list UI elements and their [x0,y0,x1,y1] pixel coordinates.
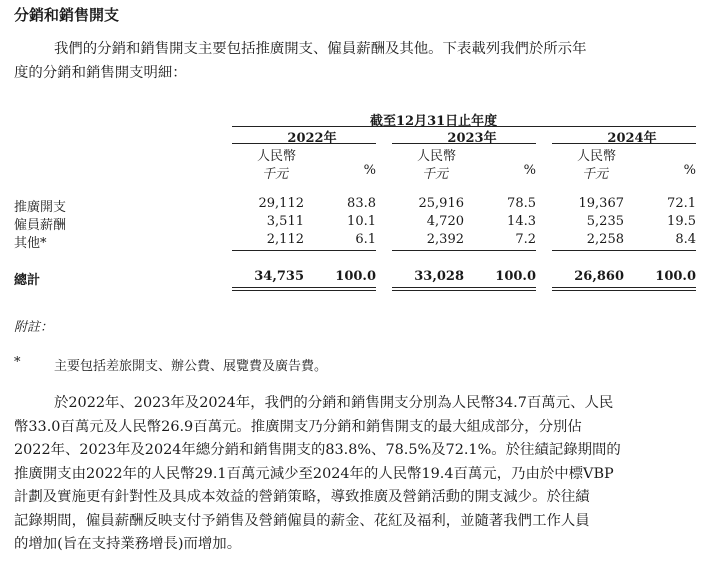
total-label: 總計 [14,273,41,288]
table-cell: 2,392 [426,232,464,247]
table-cell: 72.1 [667,196,696,211]
table-cell: 19.5 [667,214,696,229]
closing-line-4: 推廣開支由2022年的人民幣29.1百萬元減少至2024年的人民幣19.4百萬元，乃由於中標VBP [14,465,614,482]
unit-sublabel-2023: 千元 [422,167,449,182]
table-cell: 7.2 [515,232,536,247]
table-cell: 8.4 [675,232,696,247]
total-cell: 26,860 [574,269,624,284]
total-rule-2024-b [552,290,696,291]
closing-line-7: 的增加(旨在支持業務增長)而增加。 [14,536,242,552]
note-text: 主要包括差旅開支、辦公費、展覽費及廣告費。 [54,359,328,374]
subtotal-rule-2023 [392,250,536,251]
percent-label-2024: % [683,163,696,178]
year-header-2024: 2024年 [607,131,657,146]
total-cell: 100.0 [655,269,696,284]
total-cell: 34,735 [254,269,304,284]
year-rule-2024 [552,143,696,144]
table-cell: 3,511 [266,214,304,229]
table-cell: 19,367 [578,196,624,211]
closing-line-3: 2022年、2023年及2024年總分銷和銷售開支的83.8%、78.5%及72.1%。於往績記錄期間的 [14,442,621,458]
year-header-2023: 2023年 [447,131,497,146]
closing-line-6: 記錄期間，僱員薪酬反映支付予銷售及營銷僱員的薪金、花紅及福利，並隨著我們工作人員 [14,512,590,529]
total-rule-2023-a [392,287,536,288]
unit-label-2024: 人民幣 [577,149,617,164]
row-label-employee-compensation: 僱員薪酬 [14,218,67,233]
row-label-promotion: 推廣開支 [14,200,67,215]
table-cell: 14.3 [507,214,536,229]
table-cell: 6.1 [355,232,376,247]
closing-paragraph [14,392,714,557]
table-cell: 25,916 [418,196,464,211]
total-rule-2022-b [232,290,376,291]
notes-heading: 附註： [14,320,54,335]
table-cell: 5,235 [586,214,624,229]
intro-line-1: 我們的分銷和銷售開支主要包括推廣開支、僱員薪酬及其他。下表載列我們於所示年 [54,41,587,57]
table-cell: 2,258 [586,232,624,247]
unit-sublabel-2024: 千元 [582,167,609,182]
year-rule-2022 [232,143,376,144]
intro-paragraph [14,38,714,85]
total-cell: 100.0 [495,269,536,284]
unit-label-2022: 人民幣 [257,149,297,164]
table-cell: 29,112 [258,196,304,211]
unit-sublabel-2022: 千元 [262,167,289,182]
percent-label-2022: % [363,163,376,178]
subtotal-rule-2024 [552,250,696,251]
table-cell: 83.8 [347,196,376,211]
closing-line-1: 於2022年、2023年及2024年，我們的分銷和銷售開支分別為人民幣34.7百萬元、人民 [54,395,614,411]
note-marker: * [14,355,21,370]
total-cell: 100.0 [335,269,376,284]
table-cell: 78.5 [507,196,536,211]
total-rule-2024-a [552,287,696,288]
table-cell: 4,720 [426,214,464,229]
total-rule-2022-a [232,287,376,288]
section-title: 分銷和銷售開支 [14,6,120,24]
unit-label-2023: 人民幣 [417,149,457,164]
total-rule-2023-b [392,290,536,291]
closing-line-2: 幣33.0百萬元及人民幣26.9百萬元。推廣開支乃分銷和銷售開支的最大組成部分，分別佔 [14,418,582,435]
table-cell: 10.1 [347,214,376,229]
table-cell: 2,112 [266,232,304,247]
year-rule-2023 [392,143,536,144]
total-cell: 33,028 [414,269,464,284]
intro-line-2: 度的分銷和銷售開支明細： [14,64,187,81]
period-header: 截至12月31日止年度 [370,114,498,129]
percent-label-2023: % [523,163,536,178]
row-label-others: 其他* [14,236,47,251]
closing-line-5: 計劃及實施更有針對性及具成本效益的營銷策略，導致推廣及營銷活動的開支減少。於往績 [14,489,590,505]
year-header-2022: 2022年 [287,131,337,146]
subtotal-rule-2022 [232,250,376,251]
